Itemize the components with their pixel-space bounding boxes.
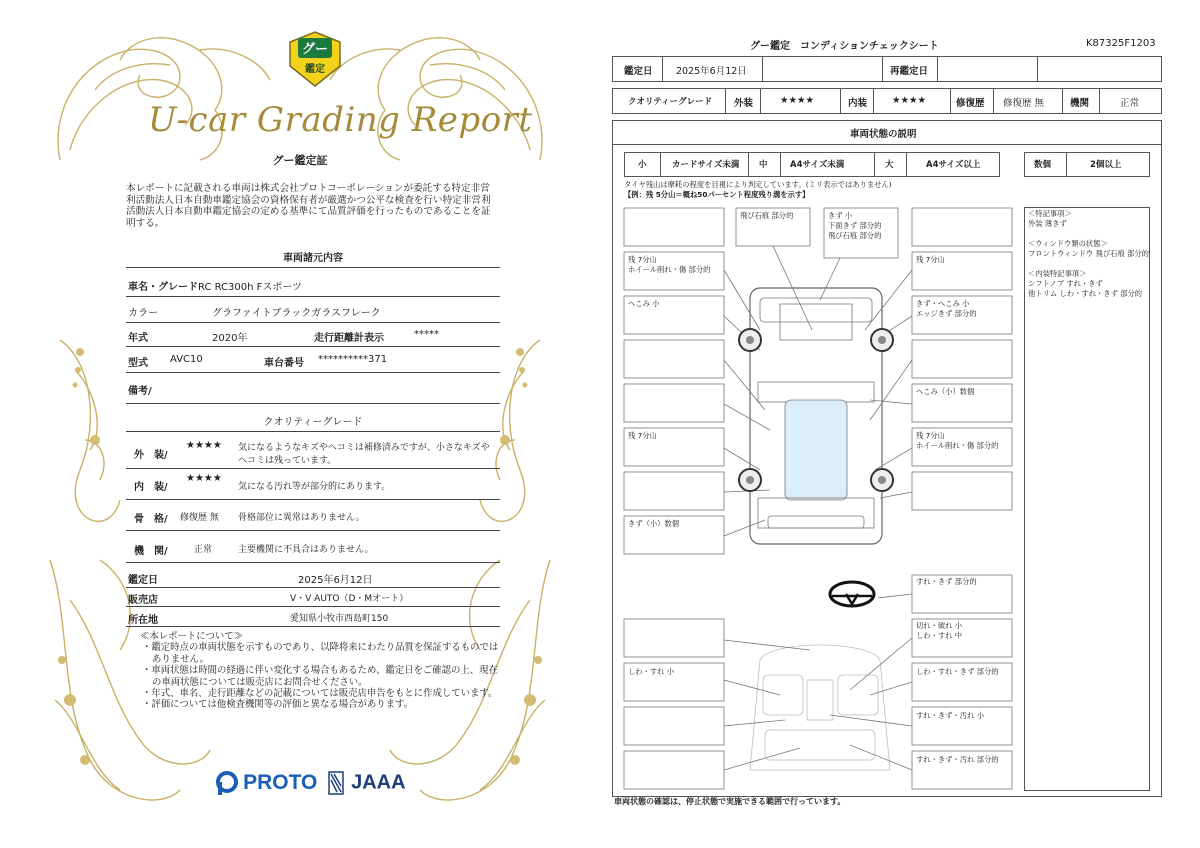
location-label: 所在地	[128, 615, 158, 626]
note-right-front-tire: 残 7分山	[916, 255, 945, 264]
quality-label: 内 装/	[134, 482, 168, 493]
location-row	[128, 611, 498, 626]
dealer-label: 販売店	[128, 595, 158, 606]
divider	[126, 322, 500, 323]
location-value: 愛知県小牧市西島町150	[290, 614, 389, 624]
divider	[126, 296, 500, 297]
note-rear-bumper: きず（小）数個	[628, 519, 680, 528]
exterior-stars: ★★★★	[780, 95, 815, 106]
tire-note: タイヤ残山は摩耗の程度を目視により判定しています。(ミリ表示ではありません)	[624, 180, 892, 189]
certificate-title: グー鑑定証	[272, 154, 328, 167]
vehicle-name-row	[128, 278, 302, 293]
note-front-glass: きず 小 下面きず 部分的 飛び石痕 部分的	[828, 211, 882, 240]
repair-label: 修復歴	[956, 98, 985, 109]
odometer-value: *****	[414, 329, 439, 340]
jaaa-logo	[326, 770, 406, 800]
quality-desc: 骨格部位に異常はありません。	[238, 513, 365, 523]
quality-label: 骨 格/	[134, 514, 168, 525]
divider	[126, 606, 500, 607]
goo-kantei-badge	[286, 30, 344, 88]
remarks-text: 備考/	[128, 386, 152, 397]
chassis-value: **********371	[318, 354, 388, 365]
divider	[126, 267, 500, 268]
svg-text:鑑定: 鑑定	[305, 64, 325, 75]
svg-text:グー: グー	[301, 42, 329, 57]
model-label: 型式	[128, 358, 148, 369]
jaaa-logo-text: JAAA	[351, 771, 406, 794]
notes-title: ≪本レポートについて≫	[140, 631, 243, 642]
count-desc: 2個以上	[1090, 160, 1122, 170]
quality-desc: 気になる汚れ等が部分的にあります。	[238, 482, 391, 492]
size-large-desc: A4サイズ以上	[926, 160, 981, 170]
quality-desc: 主要機関に不具合はありません。	[238, 545, 374, 555]
note-item: ・鑑定時点の車両状態を示すものであり、以降将来にわたり品質を保証するものではありません。	[142, 642, 499, 665]
note-left-front-fender: へこみ 小	[628, 299, 660, 308]
quality-section-title: クオリティーグレード	[263, 417, 363, 428]
divider	[126, 587, 500, 588]
divider	[126, 626, 500, 627]
appraisal-date-label: 鑑定日	[624, 66, 653, 77]
vehicle-section-title: 車両諸元内容	[283, 253, 343, 264]
quality-stars: ★★★★	[186, 473, 222, 484]
engine-value: 正常	[1120, 98, 1140, 109]
note-right-rear-tire: 残 7分山 ホイール削れ・傷 部分的	[916, 431, 999, 450]
remarks-label	[128, 382, 152, 397]
size-small-desc: カードサイズ未満	[672, 160, 740, 170]
divider	[126, 530, 500, 531]
appraisal-date-value: 2025年6月12日	[676, 66, 747, 77]
note-item: ・車両状態は時間の経過に伴い変化する場合もあるため、鑑定日をご確認の上、現在の車両状態については販売店にお問合せください。	[142, 665, 498, 688]
note-center-console: しわ・すれ・きず 部分的	[916, 667, 999, 676]
quality-label: 外 装/	[134, 450, 168, 461]
note-item: ・年式、車名、走行距離などの記載については販売店申告をもとに作成しています。	[142, 688, 498, 700]
divider	[126, 346, 500, 347]
note-item: ・評価については他検査機関等の評価と異なる場合があります。	[142, 699, 413, 711]
interior-label: 内装	[848, 98, 868, 109]
certificate-text: 本レポートに記載される車両は株式会社プロトコーポレーションが委託する特定非営利活動法人日本自動車鑑定協会の資格保有者が厳選かつ公平な検査を行い特定非営利活動法人日本自動車鑑定協会の定める基準にて品質評価を行ったものであることを証明する。	[126, 183, 491, 229]
exterior-label: 外装	[734, 98, 754, 109]
note-rear-trim: すれ・きず・汚れ 部分的	[916, 755, 999, 764]
condition-check-sheet	[600, 0, 1200, 848]
interior-stars: ★★★★	[892, 95, 927, 106]
vehicle-name-label: 車名・グレード	[128, 282, 198, 293]
quality-grade-label: クオリティーグレード	[628, 97, 713, 107]
vehicle-year-value: 2020年	[212, 333, 248, 344]
appraisal-date-label: 鑑定日	[128, 575, 158, 586]
quality-label: 機 関/	[134, 546, 168, 557]
count-label: 数個	[1034, 160, 1052, 170]
appraisal-date-value: 2025年6月12日	[298, 575, 373, 586]
footer-note: 車両状態の確認は、停止状態で実施できる範囲で行っています。	[614, 797, 846, 806]
dealer-row	[128, 591, 498, 606]
note-right-front-fender: きず・へこみ 小 エッジきず 部分的	[916, 299, 977, 318]
condition-title: 車両状態の説明	[850, 129, 917, 140]
divider	[126, 468, 500, 469]
special-notes-text: ＜特記事項＞ 外装 薄きず ＜ウィンドウ類の状態＞ フロントウィンドウ 飛び石痕 部分的 ＜内装特記事項＞ シフトノブ すれ・きず 他トリム しわ・すれ・きず 部分的	[1028, 209, 1149, 298]
size-small-label: 小	[638, 160, 647, 170]
size-mid-label: 中	[759, 160, 768, 170]
vehicle-color-row	[128, 304, 381, 319]
divider	[126, 499, 500, 500]
dealer-value: V・V AUTO（D・Mオート）	[290, 594, 409, 604]
interior-diagram	[600, 0, 1200, 848]
sheet-id: K87325F1203	[1086, 38, 1156, 49]
steering-wheel-icon	[830, 582, 874, 606]
odometer-label: 走行距離計表示	[314, 333, 384, 344]
reappraisal-date-label: 再鑑定日	[890, 66, 929, 77]
quality-engine-value: 正常	[194, 545, 213, 555]
repair-value: 修復歴 無	[1003, 98, 1045, 109]
note-rear-seat: すれ・きず・汚れ 小	[916, 711, 984, 720]
report-notes	[140, 631, 500, 711]
vehicle-name-value: RC RC300h Fスポーツ	[198, 282, 302, 293]
chassis-label: 車台番号	[264, 358, 304, 369]
vehicle-year-label: 年式	[128, 333, 148, 344]
note-driver-seat: 切れ・破れ 小 しわ・すれ 中	[916, 621, 963, 640]
note-left-rear-tire: 残 7分山	[628, 431, 657, 440]
size-large-label: 大	[885, 160, 894, 170]
quality-stars: ★★★★	[186, 440, 222, 451]
note-left-front-tire: 残 7分山 ホイール削れ・傷 部分的	[628, 255, 711, 274]
divider	[126, 431, 500, 432]
note-right-door: へこみ（小）数個	[916, 387, 975, 396]
proto-mark-icon	[216, 770, 238, 796]
sheet-title: グー鑑定 コンディションチェックシート	[750, 41, 939, 52]
engine-label: 機関	[1070, 98, 1090, 109]
vehicle-model-row	[128, 354, 498, 369]
note-steering: すれ・きず 部分的	[916, 577, 977, 586]
proto-logo-text: PROTO	[243, 771, 318, 794]
vehicle-year-row	[128, 329, 498, 344]
proto-logo	[216, 770, 317, 800]
divider	[126, 372, 500, 373]
report-script-title: U-car Grading Report	[148, 100, 533, 140]
jaaa-mark-icon	[326, 770, 346, 796]
model-value: AVC10	[170, 354, 203, 365]
quality-desc: 気になるようなキズやヘコミは補修済みですが、小さなキズや	[238, 443, 490, 453]
divider	[126, 403, 500, 404]
note-passenger-seat: しわ・すれ 小	[628, 667, 675, 676]
tire-example: 【例：残 5分山＝概ね50パーセント程度残り溝を示す】	[624, 190, 810, 199]
quality-repair-value: 修復歴 無	[180, 513, 219, 523]
appraisal-date-row	[128, 571, 498, 586]
note-front-bumper: 飛び石痕 部分的	[740, 211, 794, 220]
quality-desc-2: ヘコミは残っています。	[238, 456, 337, 466]
divider	[126, 562, 500, 563]
size-mid-desc: A4サイズ未満	[790, 160, 845, 170]
vehicle-color-label: カラー	[128, 308, 158, 319]
vehicle-color-value: グラファイトブラックガラスフレーク	[212, 308, 381, 319]
